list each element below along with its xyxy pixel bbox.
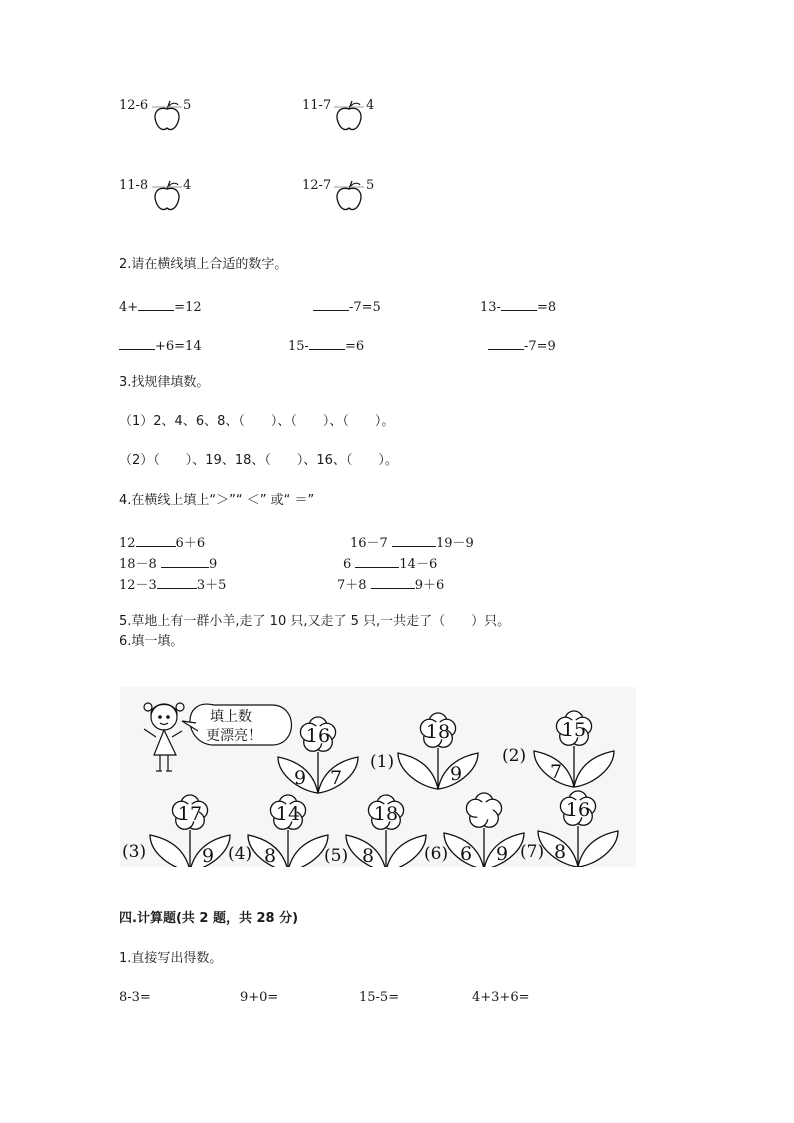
apple-icon[interactable] xyxy=(334,100,364,132)
fill-blank-item xyxy=(480,297,556,316)
flower-top-number: 18 xyxy=(373,803,399,825)
expression-suffix: -7=5 xyxy=(349,300,381,315)
right-leaf-icon xyxy=(288,835,328,867)
expression-suffix: -7=9 xyxy=(524,339,556,354)
expression-left: 12 xyxy=(119,536,136,551)
answer-blank[interactable] xyxy=(138,297,174,311)
compare-item xyxy=(119,554,217,573)
calc-item: 4+3+6= xyxy=(472,990,530,1005)
flower-illustration xyxy=(120,687,636,867)
expression-right: 6＋6 xyxy=(175,536,206,551)
flower-top-number: 18 xyxy=(425,721,451,743)
flower-top-number: 16 xyxy=(305,725,331,747)
expression-suffix: =8 xyxy=(536,300,557,315)
answer-blank[interactable] xyxy=(355,554,399,568)
flower-right-number: 7 xyxy=(329,767,343,789)
right-leaf-icon xyxy=(578,831,618,867)
expression-prefix: 15- xyxy=(288,339,309,354)
flower-index-label: (6) xyxy=(424,844,449,864)
flower xyxy=(424,793,524,867)
question-2-title: 2.请在横线填上合适的数字。 xyxy=(119,257,288,272)
flower-right-number: 9 xyxy=(449,763,463,785)
flower xyxy=(122,795,230,867)
pattern-line-2: （2）（ ）、19、18、（ ）、16、（ ）。 xyxy=(119,453,398,468)
question-3-title: 3.找规律填数。 xyxy=(119,375,210,390)
expression: 11-8 xyxy=(119,178,149,193)
expression: 12-6 xyxy=(119,98,149,113)
expression-prefix: 13- xyxy=(480,300,501,315)
expression: 11-7 xyxy=(302,98,332,113)
speech-bubble xyxy=(182,704,292,745)
answer-blank[interactable] xyxy=(392,533,436,547)
expression-right: 14－6 xyxy=(399,557,438,572)
answer-blank[interactable] xyxy=(313,297,349,311)
expression-suffix: +6=14 xyxy=(155,339,202,354)
compare-item xyxy=(350,533,474,552)
answer-blank[interactable] xyxy=(309,336,345,350)
flower-left-number: 8 xyxy=(263,845,277,867)
answer-blank[interactable] xyxy=(119,336,155,350)
expression-right: 19－9 xyxy=(435,536,474,551)
calc-item: 15-5= xyxy=(359,990,400,1005)
fill-blank-item xyxy=(119,297,202,316)
question-5-text: 5.草地上有一群小羊,走了 10 只,又走了 5 只,一共走了（ ）只。 xyxy=(119,614,511,629)
calc-item: 9+0= xyxy=(240,990,279,1005)
compare-number: 4 xyxy=(366,98,375,113)
flower-index-label: (5) xyxy=(324,846,349,866)
flower-index-label: (3) xyxy=(122,842,147,862)
question-6-title: 6.填一填。 xyxy=(119,634,184,649)
compare-item xyxy=(119,533,205,552)
flower-top-number: 16 xyxy=(565,799,591,821)
bubble-line-1: 填上数 xyxy=(210,709,252,725)
expression-left: 12－3 xyxy=(119,578,157,593)
flower xyxy=(502,711,614,787)
expression-right: 9 xyxy=(208,557,218,572)
flower-index-label: (7) xyxy=(520,842,545,862)
flower-left-number: 9 xyxy=(293,767,307,789)
expression-right: 9＋6 xyxy=(414,578,445,593)
flower-top-number: 14 xyxy=(275,803,301,825)
calc-item: 8-3= xyxy=(119,990,151,1005)
apple-icon[interactable] xyxy=(152,180,182,212)
flower-left-number: 8 xyxy=(553,841,567,863)
right-leaf-icon xyxy=(386,835,426,867)
compare-number: 5 xyxy=(366,178,375,193)
fill-blank-item xyxy=(488,336,556,355)
right-leaf-icon xyxy=(574,751,614,787)
answer-blank[interactable] xyxy=(136,533,176,547)
answer-blank[interactable] xyxy=(161,554,209,568)
left-leaf-icon xyxy=(398,753,438,789)
flower-right-number: 9 xyxy=(201,845,215,867)
fill-blank-item xyxy=(288,336,364,355)
expression-left: 6 xyxy=(343,557,356,572)
answer-blank[interactable] xyxy=(371,575,415,589)
flower-figure xyxy=(120,687,636,867)
fill-blank-item xyxy=(119,336,202,355)
expression-left: 18－8 xyxy=(119,557,161,572)
bubble-line-2: 更漂亮！ xyxy=(206,728,262,744)
compare-item xyxy=(343,554,437,573)
flower-left-number: 6 xyxy=(459,843,473,865)
flower-top-number: 15 xyxy=(561,719,587,741)
girl-illustration xyxy=(144,703,184,771)
pattern-line-1: （1）2、4、6、8、（ ）、（ ）、（ ）。 xyxy=(119,414,395,429)
expression-prefix: 4+ xyxy=(119,300,139,315)
compare-item xyxy=(337,575,444,594)
apple-icon[interactable] xyxy=(334,180,364,212)
calc-question-title: 1.直接写出得数。 xyxy=(119,951,223,966)
compare-number: 4 xyxy=(183,178,192,193)
expression-left: 16－7 xyxy=(350,536,392,551)
flower-left-number: 7 xyxy=(549,761,563,783)
compare-number: 5 xyxy=(183,98,192,113)
flower-index-label: (4) xyxy=(228,844,253,864)
flower-index-label: (1) xyxy=(370,752,395,772)
expression-left: 7＋8 xyxy=(337,578,371,593)
section-4-title: 四.计算题(共 2 题，共 28 分) xyxy=(119,911,299,926)
flower-head-icon xyxy=(466,793,501,827)
flower-index-label: (2) xyxy=(502,746,527,766)
flower-left-number: 8 xyxy=(361,845,375,867)
compare-item xyxy=(119,575,226,594)
flower xyxy=(228,795,328,867)
expression-suffix: =12 xyxy=(174,300,202,315)
answer-blank[interactable] xyxy=(501,297,537,311)
expression-suffix: =6 xyxy=(344,339,365,354)
flower-right-number: 9 xyxy=(495,843,509,865)
fill-blank-item xyxy=(313,297,381,316)
flower xyxy=(370,713,478,789)
apple-icon[interactable] xyxy=(152,100,182,132)
left-leaf-icon xyxy=(150,835,190,867)
flower xyxy=(324,795,426,867)
question-4-title: 4.在横线上填上“＞”“ ＜” 或“ ＝” xyxy=(119,493,315,508)
flower-top-number: 17 xyxy=(177,803,203,825)
answer-blank[interactable] xyxy=(157,575,197,589)
flower xyxy=(520,791,618,867)
expression: 12-7 xyxy=(302,178,332,193)
expression-right: 3＋5 xyxy=(196,578,227,593)
answer-blank[interactable] xyxy=(488,336,524,350)
